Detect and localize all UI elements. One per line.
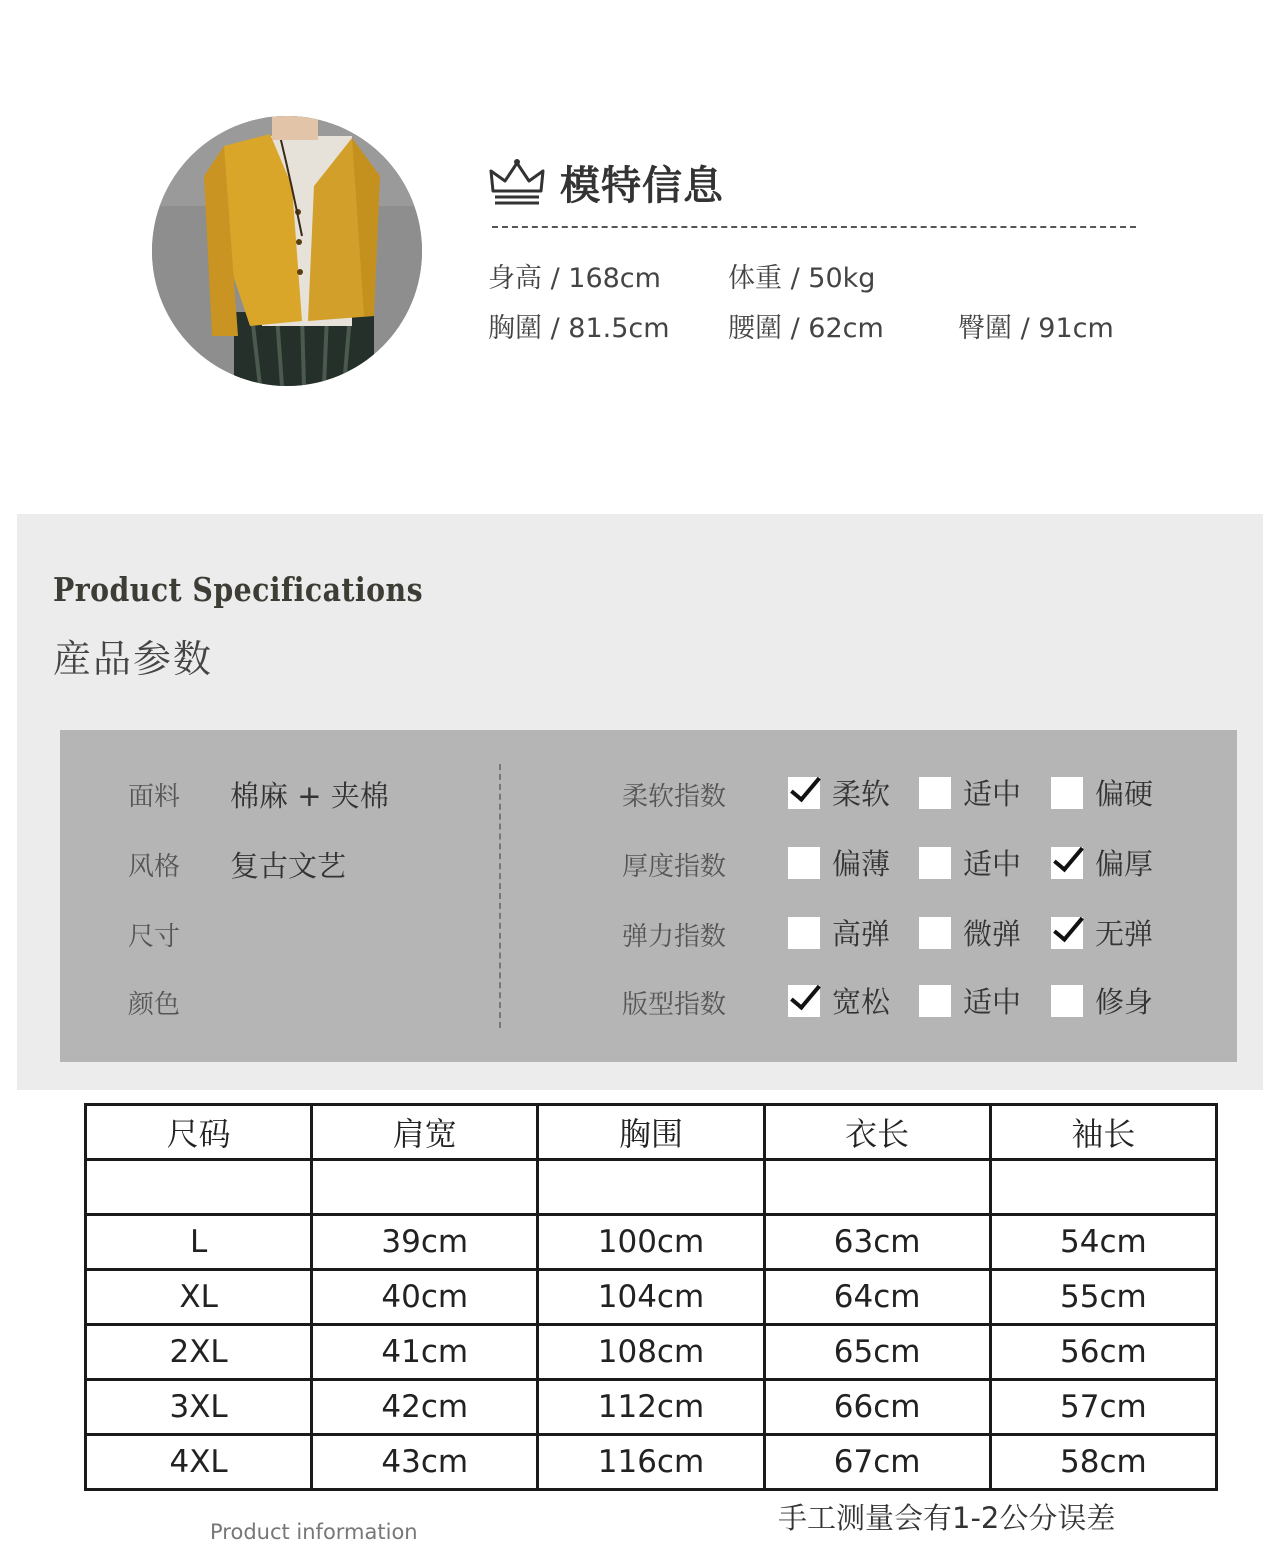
table-cell: 41cm: [312, 1325, 538, 1380]
attr-label-color: 颜色: [128, 990, 181, 1020]
option-regular-fit[interactable]: [919, 980, 1021, 1021]
table-cell: [86, 1160, 312, 1215]
crown-icon: [488, 157, 546, 207]
model-hips: 臀圍 / 91cm: [958, 313, 1114, 344]
table-row: [86, 1325, 1217, 1380]
index-label-fit: 版型指数: [622, 990, 727, 1020]
header-sleeve: 袖长: [990, 1105, 1216, 1160]
model-bust: 胸圍 / 81.5cm: [488, 313, 670, 344]
table-cell: 39cm: [312, 1215, 538, 1270]
model-divider: [492, 226, 1136, 228]
option-label: 修身: [1095, 985, 1154, 1019]
table-row: [86, 1270, 1217, 1325]
option-medium-thickness[interactable]: [919, 842, 1021, 883]
footer-measurement-note: 手工测量会有1-2公分误差: [778, 1501, 1116, 1535]
attr-label-fabric: 面料: [128, 782, 181, 812]
table-cell: 67cm: [764, 1435, 990, 1490]
table-cell: 55cm: [990, 1270, 1216, 1325]
option-label: 适中: [963, 985, 1022, 1019]
table-cell: 58cm: [990, 1435, 1216, 1490]
model-waist: 腰圍 / 62cm: [728, 313, 884, 344]
table-row: [86, 1160, 1217, 1215]
header-length: 衣长: [764, 1105, 990, 1160]
table-cell: [312, 1160, 538, 1215]
checkbox[interactable]: [1051, 985, 1083, 1017]
table-cell: 40cm: [312, 1270, 538, 1325]
option-slim[interactable]: [1051, 980, 1153, 1021]
index-label-softness: 柔软指数: [622, 782, 727, 812]
attr-label-style: 风格: [128, 852, 181, 882]
table-cell: 57cm: [990, 1380, 1216, 1435]
option-label: 柔软: [832, 777, 891, 811]
table-cell: 3XL: [86, 1380, 312, 1435]
table-cell: 56cm: [990, 1325, 1216, 1380]
spec-separator: [499, 764, 501, 1028]
model-height: 身高 / 168cm: [488, 263, 661, 294]
table-cell: [990, 1160, 1216, 1215]
table-cell: 112cm: [538, 1380, 764, 1435]
attr-label-size: 尺寸: [128, 922, 181, 952]
option-label: 偏厚: [1095, 847, 1154, 881]
checkbox[interactable]: [919, 777, 951, 809]
option-thin[interactable]: [788, 842, 890, 883]
model-info-title: 模特信息: [560, 162, 724, 209]
table-cell: 43cm: [312, 1435, 538, 1490]
checkbox-checked[interactable]: [1051, 847, 1083, 879]
table-cell: 65cm: [764, 1325, 990, 1380]
header-size: 尺码: [86, 1105, 312, 1160]
attr-value-fabric: 棉麻 + 夹棉: [230, 779, 389, 813]
checkbox[interactable]: [919, 917, 951, 949]
table-row: [86, 1215, 1217, 1270]
option-label: 高弹: [832, 917, 891, 951]
header-bust: 胸围: [538, 1105, 764, 1160]
option-loose[interactable]: [788, 980, 890, 1021]
model-photo: [152, 116, 422, 386]
table-header-row: [86, 1105, 1217, 1160]
table-cell: 4XL: [86, 1435, 312, 1490]
table-cell: 2XL: [86, 1325, 312, 1380]
option-label: 宽松: [832, 985, 891, 1019]
table-cell: 66cm: [764, 1380, 990, 1435]
table-cell: 63cm: [764, 1215, 990, 1270]
checkbox[interactable]: [919, 985, 951, 1017]
table-cell: L: [86, 1215, 312, 1270]
option-label: 偏薄: [832, 847, 891, 881]
option-no-stretch[interactable]: [1051, 912, 1153, 953]
checkbox[interactable]: [788, 917, 820, 949]
table-cell: 64cm: [764, 1270, 990, 1325]
table-cell: 100cm: [538, 1215, 764, 1270]
option-hard[interactable]: [1051, 772, 1153, 813]
checkbox[interactable]: [1051, 777, 1083, 809]
option-label: 无弹: [1095, 917, 1154, 951]
option-slight-stretch[interactable]: [919, 912, 1021, 953]
spec-title-en: Product Specifications: [53, 570, 423, 609]
table-cell: XL: [86, 1270, 312, 1325]
size-table: [84, 1103, 1218, 1491]
header-shoulder: 肩宽: [312, 1105, 538, 1160]
table-cell: 116cm: [538, 1435, 764, 1490]
table-cell: [764, 1160, 990, 1215]
option-high-stretch[interactable]: [788, 912, 890, 953]
index-label-elasticity: 弹力指数: [622, 922, 727, 952]
option-label: 适中: [963, 847, 1022, 881]
table-row: [86, 1380, 1217, 1435]
table-cell: 54cm: [990, 1215, 1216, 1270]
index-label-thickness: 厚度指数: [622, 852, 727, 882]
option-label: 微弹: [963, 917, 1022, 951]
option-label: 偏硬: [1095, 777, 1154, 811]
option-medium-softness[interactable]: [919, 772, 1021, 813]
checkbox-checked[interactable]: [788, 985, 820, 1017]
spec-title-cn: 産品参数: [53, 637, 214, 681]
table-row: [86, 1435, 1217, 1490]
checkbox[interactable]: [919, 847, 951, 879]
option-soft[interactable]: [788, 772, 890, 813]
table-cell: 104cm: [538, 1270, 764, 1325]
model-info-header: [488, 152, 724, 212]
footer-product-info: Product information: [210, 1520, 418, 1544]
product-specifications: [17, 514, 1263, 1090]
table-cell: 42cm: [312, 1380, 538, 1435]
model-weight: 体重 / 50kg: [728, 263, 876, 294]
option-thick[interactable]: [1051, 842, 1153, 883]
checkbox[interactable]: [788, 847, 820, 879]
attr-value-style: 复古文艺: [230, 849, 347, 883]
spec-panel: [60, 730, 1237, 1062]
option-label: 适中: [963, 777, 1022, 811]
checkbox-checked[interactable]: [788, 777, 820, 809]
checkbox-checked[interactable]: [1051, 917, 1083, 949]
table-cell: 108cm: [538, 1325, 764, 1380]
table-cell: [538, 1160, 764, 1215]
